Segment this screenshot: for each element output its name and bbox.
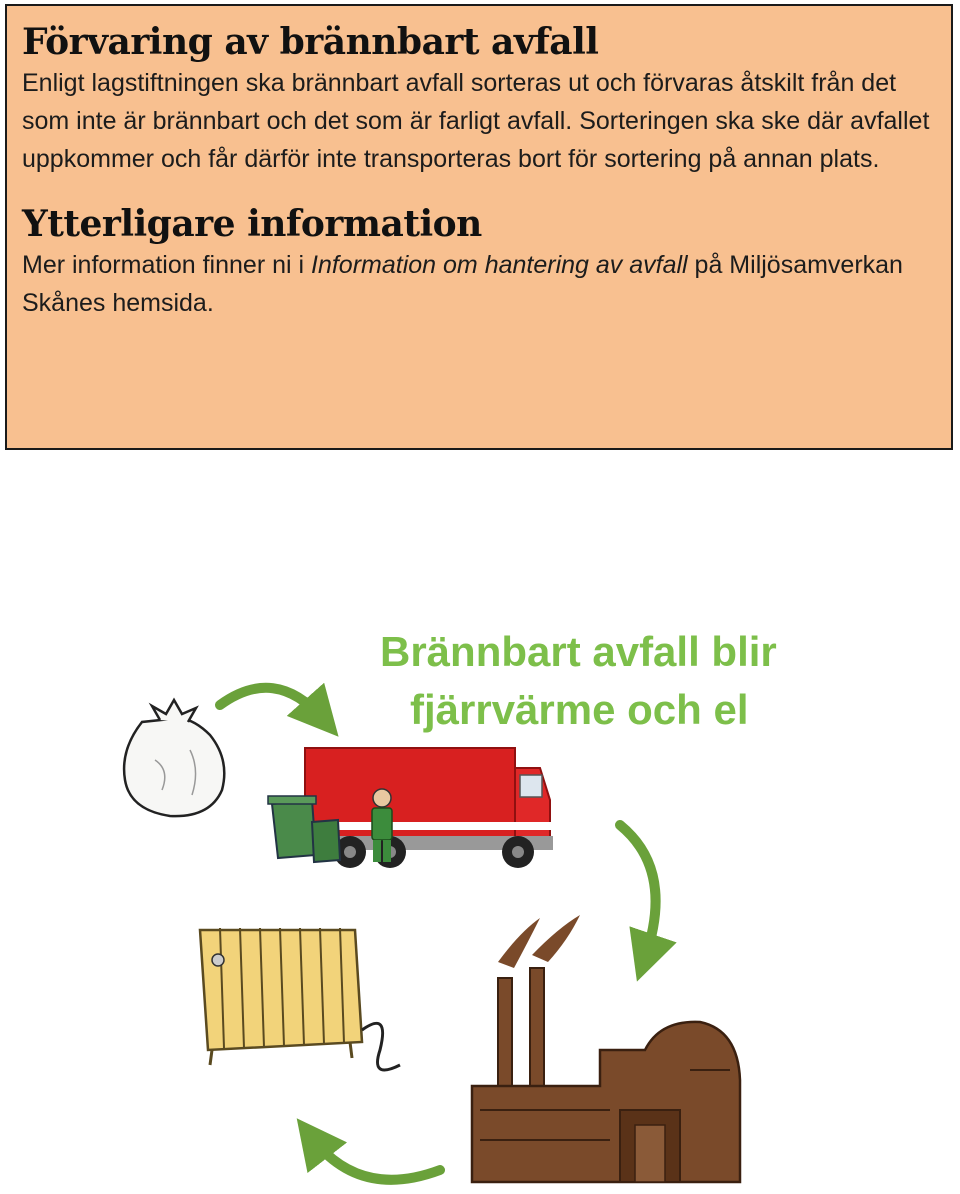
garbage-truck-icon [305, 748, 553, 868]
more-info-text-end: på Miljösamverkan Skånes hemsida. [22, 251, 903, 317]
heading-more-info: Ytterligare information [22, 203, 482, 245]
radiator-icon [200, 928, 400, 1070]
cycle-arrow-icon [620, 825, 656, 958]
factory-icon [472, 915, 740, 1182]
info-reference: Information om hantering av avfall [311, 251, 688, 279]
cycle-arrow-icon [220, 688, 322, 718]
storage-paragraph: Enligt lagstiftningen ska brännbart avfall sorteras ut och förvaras åtskilt från det som inte är brännbart och det som är farligt avfall. Sorteringen ska ske där avfallet uppkommer och får därför inte transporteras bort för sortering på annan plats. [22, 69, 930, 173]
heading-storage: Förvaring av brännbart avfall [22, 21, 599, 63]
trash-bag-icon [124, 700, 224, 816]
info-box [5, 4, 953, 450]
cycle-arrow-icon [312, 1138, 440, 1180]
illustration-caption-line1: Brännbart avfall blir [380, 628, 777, 675]
more-info-paragraph [22, 246, 937, 322]
more-info-text-start: Mer information finner ni i [22, 251, 312, 279]
waste-cycle-illustration [100, 610, 860, 1194]
illustration-caption-line2: fjärrvärme och el [410, 686, 749, 733]
